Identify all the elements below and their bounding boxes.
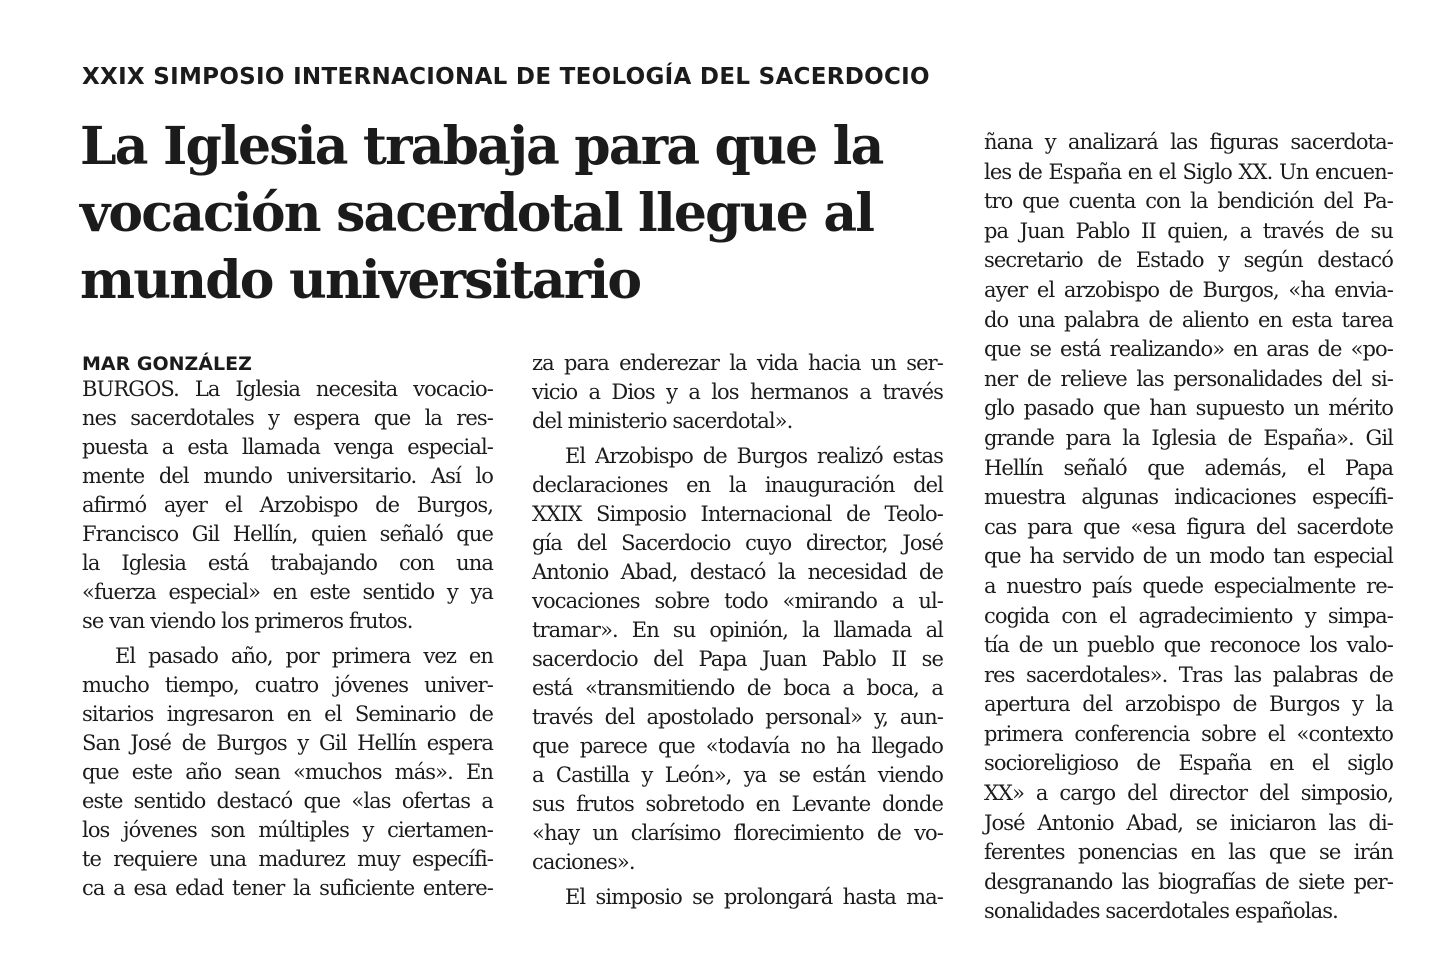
- text-line: vocaciones sobre todo «mirando a ul-: [532, 589, 943, 613]
- text-line: ñana y analizará las figuras sacerdota-: [984, 130, 1393, 154]
- text-line: mucho tiempo, cuatro jóvenes univer-: [82, 673, 493, 697]
- text-line: te requiere una madurez muy específi-: [82, 847, 493, 871]
- text-line: a nuestro país quede especialmente re-: [984, 573, 1393, 598]
- text-line: Hellín señaló que además, el Papa: [984, 455, 1393, 480]
- byline: MAR GONZÁLEZ: [82, 353, 252, 375]
- text-line: puesta a esta llamada venga especial-: [82, 435, 493, 459]
- text-line: secretario de Estado y según destacó: [984, 248, 1393, 273]
- body-column-2: [532, 349, 943, 912]
- text-line: sus frutos sobretodo en Levante donde: [532, 792, 943, 816]
- headline: [80, 113, 960, 314]
- text-line: declaraciones en la inauguración del: [532, 473, 943, 497]
- body-column-1: [82, 375, 493, 903]
- body-column-3: [984, 128, 1393, 927]
- text-line: sonalidades sacerdotales españolas.: [984, 899, 1338, 924]
- text-line: través del apostolado personal» y, aun-: [532, 705, 943, 729]
- text-line: gía del Sacerdocio cuyo director, José: [532, 531, 943, 555]
- text-line: este sentido destacó que «las ofertas a: [82, 789, 493, 813]
- text-line: ner de relieve las personalidades del si-: [984, 366, 1393, 391]
- headline-line: La Iglesia trabaja para que la: [80, 116, 883, 177]
- text-line: primera conferencia sobre el «contexto: [984, 721, 1393, 746]
- text-line: que se está realizando» en aras de «po-: [984, 337, 1393, 362]
- text-line: les de España en el Siglo XX. Un encuen-: [984, 159, 1393, 184]
- text-line: El simposio se prolongará hasta ma-: [565, 885, 943, 909]
- text-line: socioreligioso de España en el siglo: [984, 751, 1393, 776]
- text-line: tía de un pueblo que reconoce los valo-: [984, 633, 1393, 658]
- text-line: la Iglesia está trabajando con una: [82, 551, 493, 575]
- text-line: mente del mundo universitario. Así lo: [82, 464, 493, 488]
- headline-line: mundo universitario: [80, 250, 641, 311]
- text-line: San José de Burgos y Gil Hellín espera: [82, 731, 493, 755]
- text-line: los jóvenes son múltiples y ciertamen-: [82, 818, 493, 842]
- text-line: que ha servido de un modo tan especial: [984, 544, 1393, 569]
- text-line: ayer el arzobispo de Burgos, «ha envia-: [984, 277, 1393, 302]
- text-line: glo pasado que han supuesto un mérito: [984, 396, 1393, 421]
- text-line: cas para que «esa figura del sacerdote: [984, 514, 1393, 539]
- text-line: El pasado año, por primera vez en: [115, 644, 493, 668]
- text-line: do una palabra de aliento en esta tarea: [984, 307, 1393, 332]
- text-line: José Antonio Abad, se iniciaron las di-: [984, 810, 1393, 835]
- text-line: que parece que «todavía no ha llegado: [532, 734, 943, 758]
- text-line: Antonio Abad, destacó la necesidad de: [532, 560, 943, 584]
- text-line: «fuerza especial» en este sentido y ya: [82, 580, 493, 604]
- text-line: res sacerdotales». Tras las palabras de: [984, 662, 1393, 687]
- text-line: sacerdocio del Papa Juan Pablo II se: [532, 647, 943, 671]
- text-line: ca a esa edad tener la suficiente entere-: [82, 876, 493, 900]
- text-line: BURGOS. La Iglesia necesita vocacio-: [82, 377, 493, 401]
- text-line: del ministerio sacerdotal».: [532, 409, 793, 433]
- text-line: tramar». En su opinión, la llamada al: [532, 618, 943, 642]
- text-line: se van viendo los primeros frutos.: [82, 609, 413, 633]
- text-line: XXIX Simposio Internacional de Teolo-: [532, 502, 943, 526]
- text-line: vicio a Dios y a los hermanos a través: [532, 380, 943, 404]
- text-line: tro que cuenta con la bendición del Pa-: [984, 189, 1393, 214]
- text-line: afirmó ayer el Arzobispo de Burgos,: [82, 493, 493, 517]
- text-line: ferentes ponencias en las que se irán: [984, 840, 1393, 865]
- text-line: muestra algunas indicaciones específi-: [984, 485, 1393, 510]
- text-line: El Arzobispo de Burgos realizó estas: [565, 444, 943, 468]
- headline-line: vocación sacerdotal llegue al: [80, 183, 874, 244]
- text-line: a Castilla y León», ya se están viendo: [532, 763, 943, 787]
- text-line: está «transmitiendo de boca a boca, a: [532, 676, 943, 700]
- text-line: apertura del arzobispo de Burgos y la: [984, 692, 1393, 717]
- text-line: cogida con el agradecimiento y simpa-: [984, 603, 1393, 628]
- text-line: pa Juan Pablo II quien, a través de su: [984, 218, 1393, 243]
- text-line: caciones».: [532, 850, 635, 874]
- text-line: Francisco Gil Hellín, quien señaló que: [82, 522, 493, 546]
- text-line: sitarios ingresaron en el Seminario de: [82, 702, 493, 726]
- kicker: XXIX SIMPOSIO INTERNACIONAL DE TEOLOGÍA DEL SACERDOCIO: [82, 64, 930, 90]
- text-line: nes sacerdotales y espera que la res-: [82, 406, 493, 430]
- text-line: grande para la Iglesia de España». Gil: [984, 425, 1393, 450]
- text-line: desgranando las biografías de siete per-: [984, 869, 1393, 894]
- text-line: «hay un clarísimo florecimiento de vo-: [532, 821, 943, 845]
- text-line: za para enderezar la vida hacia un ser-: [532, 351, 943, 375]
- text-line: que este año sean «muchos más». En: [82, 760, 493, 784]
- text-line: XX» a cargo del director del simposio,: [984, 781, 1393, 806]
